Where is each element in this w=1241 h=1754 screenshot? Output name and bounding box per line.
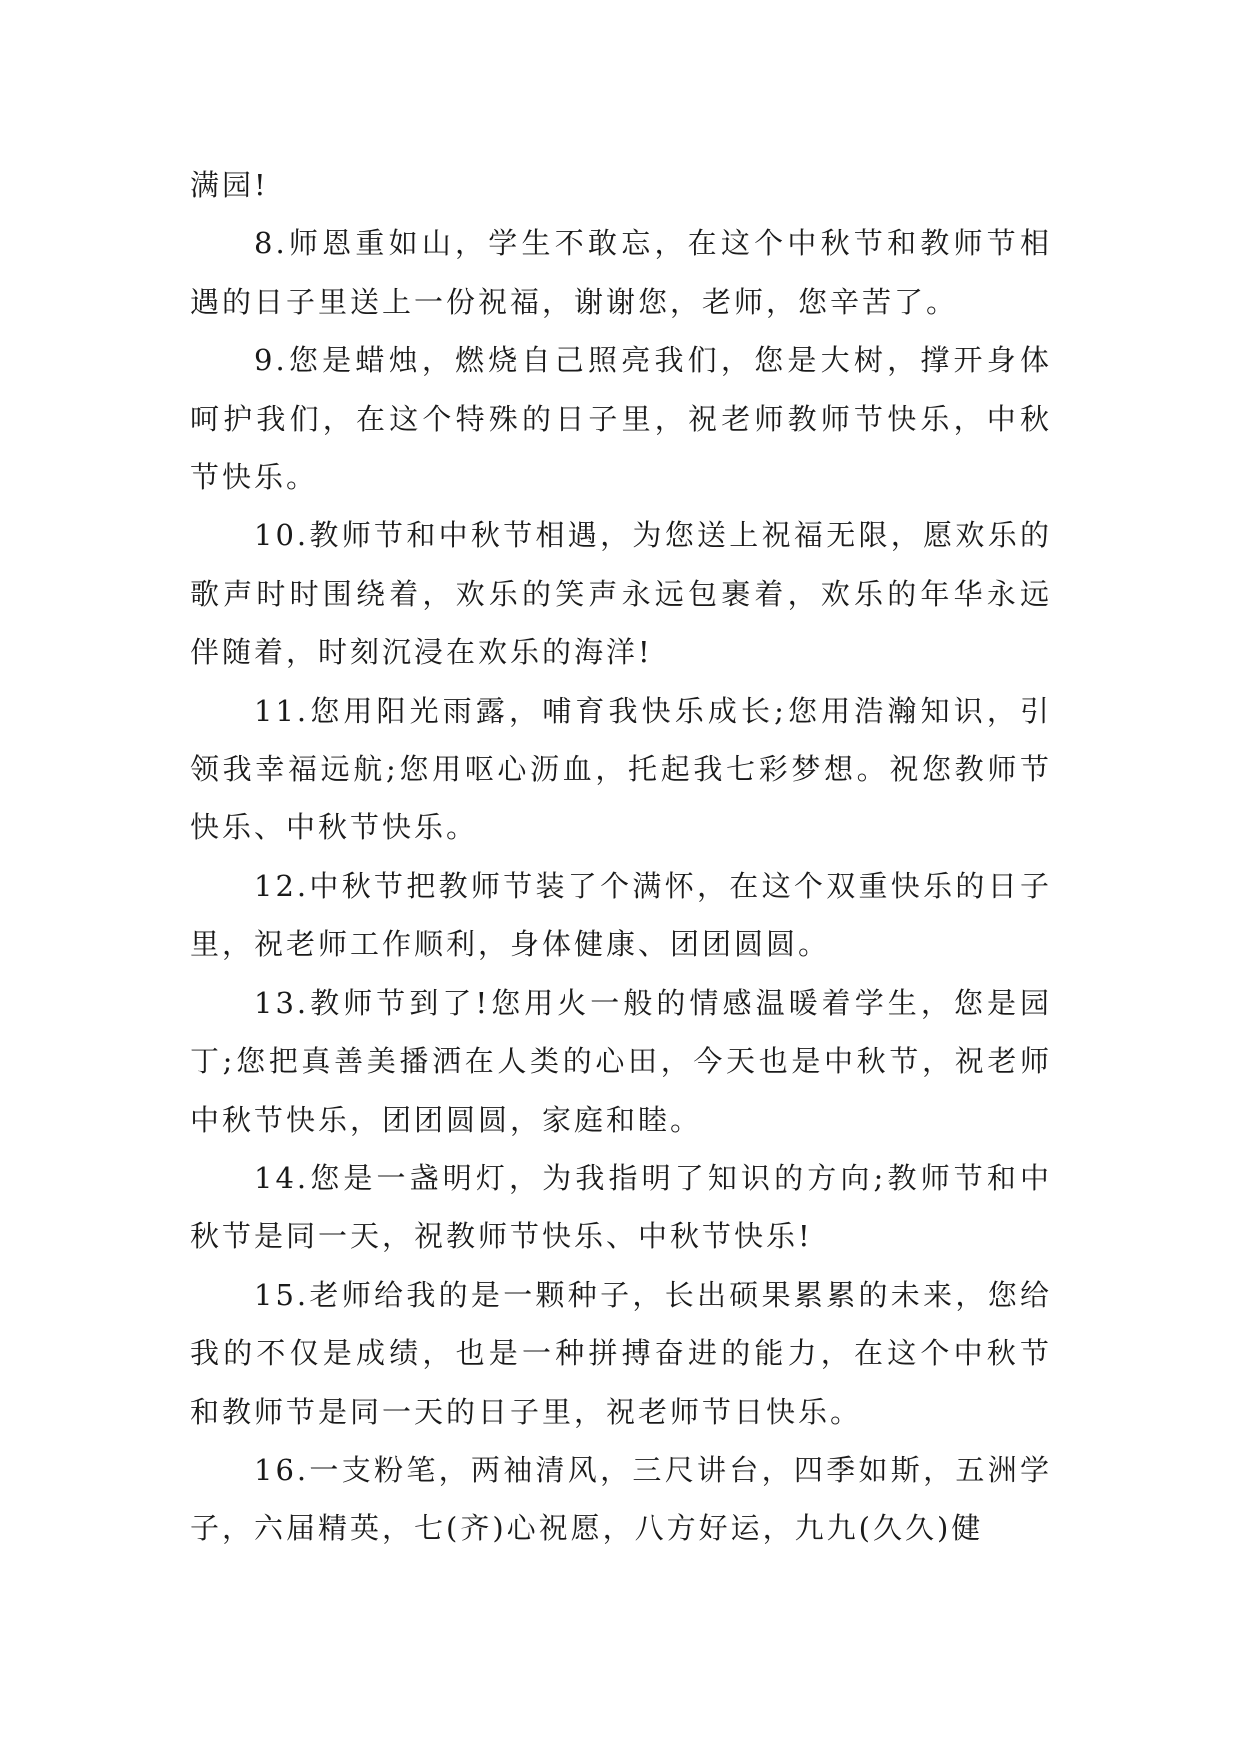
paragraph-item-13: 13.教师节到了!您用火一般的情感温暖着学生，您是园丁;您把真善美播洒在人类的心田，今天也是中秋节，祝老师中秋节快乐，团团圆圆，家庭和睦。 xyxy=(190,985,1052,1137)
paragraph-item-15: 15.老师给我的是一颗种子，长出硕果累累的未来，您给我的不仅是成绩，也是一种拼搏奋进的能力，在这个中秋节和教师节是同一天的日子里，祝老师节日快乐。 xyxy=(190,1277,1052,1429)
paragraph-item-12: 12.中秋节把教师节装了个满怀，在这个双重快乐的日子里，祝老师工作顺利，身体健康、团团圆圆。 xyxy=(190,868,1052,962)
document-body xyxy=(190,156,1052,1558)
paragraph-continuation: 满园! xyxy=(190,168,269,202)
paragraph-item-11: 11.您用阳光雨露，哺育我快乐成长;您用浩瀚知识，引领我幸福远航;您用呕心沥血，托起我七彩梦想。祝您教师节快乐、中秋节快乐。 xyxy=(190,693,1052,845)
paragraph-item-10: 10.教师节和中秋节相遇，为您送上祝福无限，愿欢乐的歌声时时围绕着，欢乐的笑声永远包裹着，欢乐的年华永远伴随着，时刻沉浸在欢乐的海洋! xyxy=(190,518,1052,670)
paragraph-item-16: 16.一支粉笔，两袖清风，三尺讲台，四季如斯，五洲学子，六届精英，七(齐)心祝愿，八方好运，九九(久久)健 xyxy=(190,1452,1052,1546)
paragraph-item-8: 8.师恩重如山，学生不敢忘，在这个中秋节和教师节相遇的日子里送上一份祝福，谢谢您，老师，您辛苦了。 xyxy=(190,226,1052,319)
paragraph-item-14: 14.您是一盏明灯，为我指明了知识的方向;教师节和中秋节是同一天，祝教师节快乐、中秋节快乐! xyxy=(190,1160,1052,1254)
paragraph-item-9: 9.您是蜡烛，燃烧自己照亮我们，您是大树，撑开身体呵护我们，在这个特殊的日子里，祝老师教师节快乐，中秋节快乐。 xyxy=(190,343,1052,495)
